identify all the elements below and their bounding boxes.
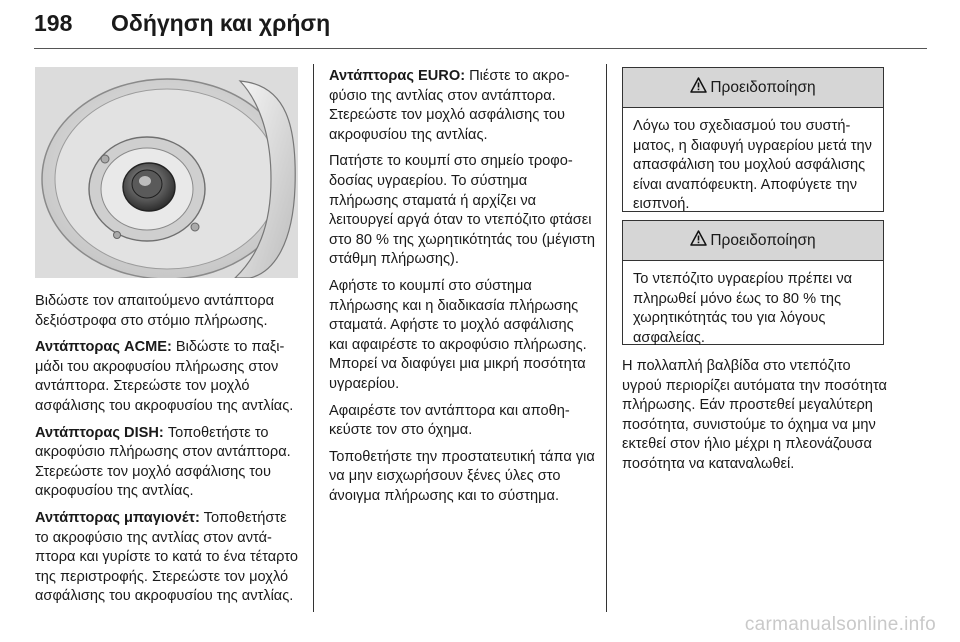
acme-label: Αντάπτορας ACME: — [35, 339, 172, 356]
dish-text: Τοποθετήστε το ακροφύσιο πλήρωσης στον αντάπτορα. Στερεώστε τον μοχλό ασφάλισης του ακροφυσίου της αντλίας. — [35, 424, 291, 500]
warning-text: Λόγω του σχεδιασμού του συστήματος, η διαφυγή υγραερίου μετά την απασφάλιση του μοχλού ασφάλισης είναι αναπόφευκτη. Αποφύγετε την εισπνοή. — [633, 118, 872, 213]
page-number: 198 — [34, 10, 73, 36]
bayonet-label: Αντάπτορας μπαγιονέτ: — [35, 509, 200, 526]
fuel-filler-cap-illustration — [35, 67, 298, 278]
euro-paragraph — [329, 67, 595, 145]
column-divider-1 — [313, 64, 314, 612]
warning-triangle-icon — [690, 77, 707, 98]
release-paragraph: Αφήστε το κουμπί στο σύστημα πλήρωσης και η διαδικασία πλήρωσης σταματά. Αφήστε το μοχλό ασφάλισης και αφαιρέστε το ακροφύσιο πλήρωσης. Μπορεί να διαφύγει μια μικρή ποσότητα υγραερίου. — [329, 277, 587, 392]
page-header — [0, 0, 960, 52]
intro-paragraph: Βιδώστε τον απαιτούμενο αντάπτορα δεξιόστροφα στο στόμιο πλήρωσης. — [35, 293, 275, 329]
bayonet-text: Τοποθετήστε το ακροφύσιο της αντλίας στον αντάπτορα και γυρίστε το κατά το ένα τέταρτο της περιστροφής. Στερεώστε τον μοχλό ασφάλισης του ακροφυσίου της αντλίας. — [35, 509, 298, 605]
header-rule — [34, 48, 927, 49]
warning-title: Προειδοποίηση — [710, 231, 816, 249]
left-column — [35, 292, 300, 614]
euro-label: Αντάπτορας EURO: — [329, 68, 466, 84]
dish-label: Αντάπτορας DISH: — [35, 424, 164, 441]
warning-text: Το ντεπόζιτο υγραερίου πρέπει να πληρωθεί μόνο έως το 80 % της χωρητικότητάς του για λόγους ασφαλείας. — [633, 271, 853, 346]
middle-column — [329, 67, 595, 513]
acme-paragraph — [35, 338, 300, 416]
warning-triangle-icon — [690, 230, 707, 251]
column-divider-2 — [606, 64, 607, 612]
warning-box-2 — [622, 220, 884, 345]
remove-adapter-paragraph: Αφαιρέστε τον αντάπτορα και αποθηκεύστε τον στο όχημα. — [329, 402, 570, 439]
bayonet-paragraph — [35, 509, 300, 607]
warning-header — [623, 68, 883, 108]
multivalve-paragraph: Η πολλαπλή βαλβίδα στο ντεπόζιτο υγρού περιορίζει αυτόματα την ποσότητα πλήρωσης. Εάν προστεθεί μεγαλύτερη ποσότητα, συνιστούμε το όχημα να μην εκτεθεί στον ήλιο μέχρι η πλεονάζουσα ποσότητα να καταναλωθεί. — [622, 358, 887, 472]
warning-title: Προειδοποίηση — [710, 78, 816, 96]
dish-paragraph — [35, 424, 300, 502]
right-column — [622, 357, 890, 482]
protective-cap-paragraph: Τοποθετήστε την προστατευτική τάπα για να μην εισχωρήσουν ξένες ύλες στο άνοιγμα πλήρωσης και το σύστημα. — [329, 448, 595, 504]
warning-box-1 — [622, 67, 884, 212]
euro-text: Πιέστε το ακροφύσιο της αντλίας στον αντάπτορα. Στερεώστε τον μοχλό ασφάλισης του ακροφυσίου της αντλίας. — [329, 68, 570, 143]
warning-header — [623, 221, 883, 261]
watermark: carmanualsonline.info — [744, 614, 936, 635]
page-title: Οδήγηση και χρήση — [111, 10, 331, 36]
acme-text: Βιδώστε το παξιμάδι του ακροφυσίου πλήρωσης στον αντάπτορα. Στερεώστε τον μοχλό ασφάλισης του ακροφυσίου της αντλίας. — [35, 339, 294, 414]
button-paragraph: Πατήστε το κουμπί στο σημείο τροφοδοσίας υγραερίου. Το σύστημα πλήρωσης σταματά ή αρχίζει να λειτουργεί αργά όταν το ντεπόζιτο φτάσει στο 80 % της χωρητικότητάς του (μέγιστη στάθμη πλήρωσης). — [329, 153, 596, 268]
fuel-filler-svg — [35, 67, 298, 278]
page-footer — [0, 614, 960, 642]
